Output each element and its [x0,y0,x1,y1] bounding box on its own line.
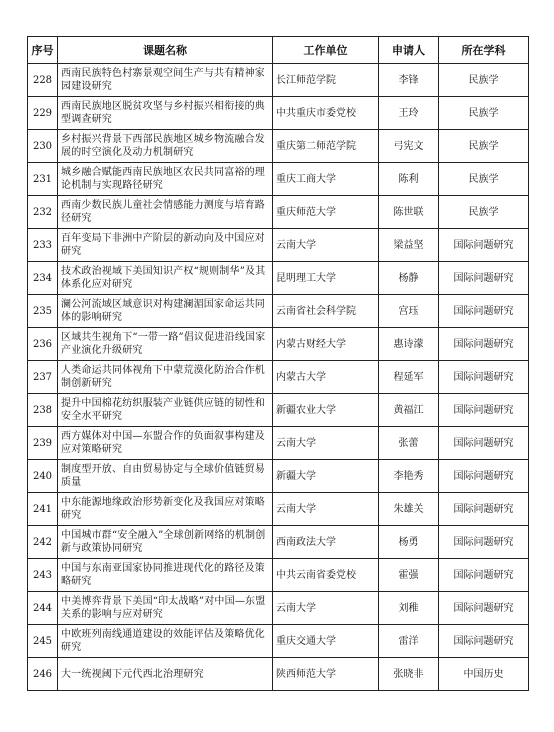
table-row [28,526,529,559]
applicant-name: 雷洋 [379,625,439,658]
row-number: 236 [28,328,58,361]
subject-field: 国际问题研究 [439,394,529,427]
table-row [28,64,529,97]
row-number: 232 [28,196,58,229]
table-row [28,427,529,460]
applicant-name: 张蕾 [379,427,439,460]
subject-field: 民族学 [439,196,529,229]
table-row [28,394,529,427]
header-title: 课题名称 [58,37,273,64]
row-number: 240 [28,460,58,493]
subject-field: 国际问题研究 [439,493,529,526]
project-title: 城乡融合赋能西南民族地区农民共同富裕的理论机制与实现路径研究 [58,163,273,196]
project-title: 澜公河流域区域意识对构建澜湄国家命运共同体的影响研究 [58,295,273,328]
project-title: 中国与东南亚国家协同推进现代化的路径及策略研究 [58,559,273,592]
work-unit: 内蒙古财经大学 [273,328,379,361]
project-title: 中欧班列南线通道建设的效能评估及策略优化研究 [58,625,273,658]
project-title: 人类命运共同体视角下中蒙荒漠化防治合作机制创新研究 [58,361,273,394]
applicant-name: 陈利 [379,163,439,196]
applicant-name: 杨勇 [379,526,439,559]
subject-field: 国际问题研究 [439,526,529,559]
work-unit: 云南大学 [273,592,379,625]
subject-field: 国际问题研究 [439,427,529,460]
applicant-name: 弓宪文 [379,130,439,163]
subject-field: 民族学 [439,97,529,130]
row-number: 228 [28,64,58,97]
table-row [28,163,529,196]
table-row [28,130,529,163]
projects-table [27,36,529,691]
project-title: 乡村振兴背景下西部民族地区城乡物流融合发展的时空演化及动力机制研究 [58,130,273,163]
project-title: 西南民族特色村寨景观空间生产与共有精神家园建设研究 [58,64,273,97]
work-unit: 新疆农业大学 [273,394,379,427]
subject-field: 民族学 [439,64,529,97]
subject-field: 国际问题研究 [439,295,529,328]
work-unit: 重庆工商大学 [273,163,379,196]
work-unit: 中共云南省委党校 [273,559,379,592]
row-number: 243 [28,559,58,592]
table-row [28,196,529,229]
subject-field: 国际问题研究 [439,559,529,592]
work-unit: 重庆交通大学 [273,625,379,658]
applicant-name: 梁益坚 [379,229,439,262]
project-title: 技术政治视域下美国知识产权“规则制华”及其体系化应对研究 [58,262,273,295]
project-title: 西南少数民族儿童社会情感能力测度与培育路径研究 [58,196,273,229]
row-number: 244 [28,592,58,625]
row-number: 231 [28,163,58,196]
subject-field: 国际问题研究 [439,328,529,361]
work-unit: 长江师范学院 [273,64,379,97]
table-row [28,229,529,262]
table-row [28,592,529,625]
work-unit: 陕西师范大学 [273,658,379,691]
subject-field: 国际问题研究 [439,229,529,262]
project-title: 制度型开放、自由贸易协定与全球价值链贸易质量 [58,460,273,493]
work-unit: 云南大学 [273,229,379,262]
project-title: 百年变局下非洲中产阶层的新动向及中国应对研究 [58,229,273,262]
table-row [28,460,529,493]
applicant-name: 杨静 [379,262,439,295]
subject-field: 国际问题研究 [439,460,529,493]
row-number: 239 [28,427,58,460]
table-row [28,493,529,526]
work-unit: 昆明理工大学 [273,262,379,295]
subject-field: 国际问题研究 [439,592,529,625]
header-unit: 工作单位 [273,37,379,64]
header-subject: 所在学科 [439,37,529,64]
header-applicant: 申请人 [379,37,439,64]
project-title: 中国城市群“安全融入”全球创新网络的机制创新与政策协同研究 [58,526,273,559]
table-row [28,295,529,328]
applicant-name: 陈世联 [379,196,439,229]
row-number: 229 [28,97,58,130]
subject-field: 民族学 [439,163,529,196]
row-number: 234 [28,262,58,295]
row-number: 235 [28,295,58,328]
row-number: 233 [28,229,58,262]
subject-field: 中国历史 [439,658,529,691]
applicant-name: 张晓非 [379,658,439,691]
applicant-name: 刘稚 [379,592,439,625]
applicant-name: 宫珏 [379,295,439,328]
row-number: 238 [28,394,58,427]
work-unit: 云南省社会科学院 [273,295,379,328]
project-title: 中东能源地缘政治形势新变化及我国应对策略研究 [58,493,273,526]
table-header-row [28,37,529,64]
table-row [28,361,529,394]
project-title: 区域共生视角下“一带一路”倡议促进沿线国家产业演化升级研究 [58,328,273,361]
row-number: 245 [28,625,58,658]
row-number: 230 [28,130,58,163]
table-row [28,97,529,130]
work-unit: 重庆第二师范学院 [273,130,379,163]
work-unit: 重庆师范大学 [273,196,379,229]
applicant-name: 王玲 [379,97,439,130]
work-unit: 新疆大学 [273,460,379,493]
work-unit: 西南政法大学 [273,526,379,559]
row-number: 242 [28,526,58,559]
table-row [28,658,529,691]
subject-field: 国际问题研究 [439,361,529,394]
applicant-name: 李锋 [379,64,439,97]
project-title: 大一统视阈下元代西北治理研究 [58,658,273,691]
applicant-name: 惠诗濛 [379,328,439,361]
table-row [28,328,529,361]
applicant-name: 程延军 [379,361,439,394]
subject-field: 民族学 [439,130,529,163]
project-title: 西南民族地区脱贫攻坚与乡村振兴相衔接的典型调查研究 [58,97,273,130]
project-title: 西方媒体对中国—东盟合作的负面叙事构建及应对策略研究 [58,427,273,460]
applicant-name: 朱雄关 [379,493,439,526]
work-unit: 云南大学 [273,427,379,460]
table-row [28,559,529,592]
subject-field: 国际问题研究 [439,625,529,658]
project-title: 中美博弈背景下美国“印太战略”对中国—东盟关系的影响与应对研究 [58,592,273,625]
table-row [28,625,529,658]
row-number: 246 [28,658,58,691]
row-number: 237 [28,361,58,394]
subject-field: 国际问题研究 [439,262,529,295]
header-num: 序号 [28,37,58,64]
applicant-name: 黄福江 [379,394,439,427]
project-title: 提升中国棉花纺织服装产业链供应链的韧性和安全水平研究 [58,394,273,427]
table-body [28,64,529,691]
work-unit: 内蒙古大学 [273,361,379,394]
applicant-name: 霍强 [379,559,439,592]
row-number: 241 [28,493,58,526]
work-unit: 云南大学 [273,493,379,526]
work-unit: 中共重庆市委党校 [273,97,379,130]
applicant-name: 李艳秀 [379,460,439,493]
table-row [28,262,529,295]
